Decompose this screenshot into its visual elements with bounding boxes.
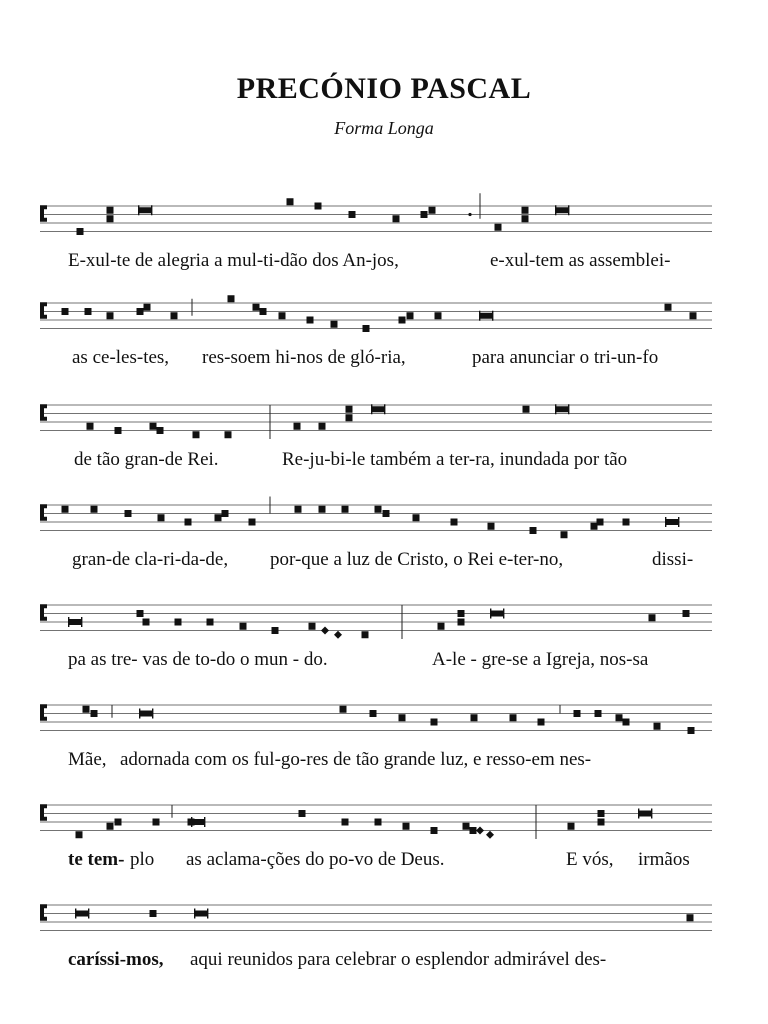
punctum-note [62, 308, 69, 315]
chant-system [0, 295, 768, 395]
punctum-note [363, 325, 370, 332]
punctum-note [107, 312, 114, 319]
punctum-note [150, 423, 157, 430]
chant-staff [0, 597, 768, 657]
punctum-note [383, 510, 390, 517]
punctum-note [375, 506, 382, 513]
punctum-note [688, 727, 695, 734]
punctum-note [175, 619, 182, 626]
chant-system [0, 597, 768, 697]
punctum-note [375, 819, 382, 826]
punctum-note [458, 619, 465, 626]
lyric-chunk: Mãe, [68, 749, 107, 770]
do-clef-icon [40, 704, 47, 721]
punctum-note [463, 823, 470, 830]
punctum-note [299, 810, 306, 817]
lyric-chunk: irmãos [638, 849, 690, 870]
punctum-note [342, 506, 349, 513]
punctum-note [115, 819, 122, 826]
reciting-note [371, 404, 385, 414]
punctum-note [616, 714, 623, 721]
reciting-note [490, 609, 504, 619]
punctum-note [91, 710, 98, 717]
lyric-line [0, 749, 768, 777]
lyric-line [0, 347, 768, 375]
punctum-note [215, 514, 222, 521]
punctum-note [125, 510, 132, 517]
punctum-note [649, 614, 656, 621]
punctum-note [349, 211, 356, 218]
punctum-note [595, 710, 602, 717]
punctum-note [495, 224, 502, 231]
lyric-chunk: adornada com os ful-go-res de tão grande luz, e resso-em nes- [120, 749, 592, 770]
punctum-note [654, 723, 661, 730]
do-clef-icon [40, 205, 47, 222]
punctum-note [362, 631, 369, 638]
do-clef-icon [40, 302, 47, 319]
punctum-note [435, 312, 442, 319]
punctum-note [294, 423, 301, 430]
punctum-note [157, 427, 164, 434]
lyric-chunk: as ce-les-tes, [72, 347, 170, 368]
do-clef-icon [40, 904, 47, 921]
lyric-chunk: gran-de cla-ri-da-de, [72, 549, 229, 570]
punctum-note [76, 831, 83, 838]
chant-system [0, 897, 768, 997]
punctum-note [144, 304, 151, 311]
reciting-note [194, 909, 208, 919]
lyric-line [0, 250, 768, 278]
punctum-note [523, 406, 530, 413]
punctum-note [510, 714, 517, 721]
punctum-note [470, 827, 477, 834]
punctum-note [598, 819, 605, 826]
lyric-chunk: as aclama-ções do po-vo de Deus. [186, 849, 445, 870]
punctum-note [429, 207, 436, 214]
punctum-note [421, 211, 428, 218]
reciting-note [555, 205, 569, 215]
punctum-note [399, 317, 406, 324]
lyric-chunk: dissi- [652, 549, 694, 570]
punctum-note [488, 523, 495, 530]
punctum-note [538, 719, 545, 726]
punctum-note [150, 910, 157, 917]
punctum-note [137, 610, 144, 617]
punctum-note [597, 519, 604, 526]
chant-staff [0, 897, 768, 957]
lyric-line [0, 649, 768, 677]
punctum-note [272, 627, 279, 634]
punctum-note [171, 312, 178, 319]
punctum-note [207, 619, 214, 626]
punctum-note [91, 506, 98, 513]
punctum-note [530, 527, 537, 534]
punctum-note [413, 514, 420, 521]
punctum-note [399, 714, 406, 721]
punctum-note [407, 312, 414, 319]
do-clef-icon [40, 504, 47, 521]
rhombus-note [334, 631, 342, 639]
punctum-note [342, 819, 349, 826]
punctum-note [403, 823, 410, 830]
reciting-note [479, 311, 493, 321]
rhombus-note [321, 627, 329, 635]
punctum-note [253, 304, 260, 311]
punctum-note [340, 706, 347, 713]
punctum-note [260, 308, 267, 315]
punctum-note [522, 207, 529, 214]
punctum-note [690, 312, 697, 319]
punctum-note [331, 321, 338, 328]
punctum-note [574, 710, 581, 717]
punctum-note [77, 228, 84, 235]
page-subtitle: Forma Longa [334, 118, 434, 138]
punctum-note [307, 317, 314, 324]
punctum-note [451, 519, 458, 526]
chant-system [0, 198, 768, 298]
lyric-chunk: res-soem hi-nos de gló-ria, [202, 347, 406, 368]
punctum-note [228, 295, 235, 302]
page-title: PRECÓNIO PASCAL [236, 72, 532, 105]
punctum-note [438, 623, 445, 630]
punctum-note [225, 431, 232, 438]
reciting-note [139, 709, 153, 719]
punctum-note [319, 506, 326, 513]
punctum-note [370, 710, 377, 717]
punctum-note [249, 519, 256, 526]
lyric-chunk: te tem- [68, 849, 125, 870]
punctum-note [62, 506, 69, 513]
punctum-note [309, 623, 316, 630]
punctum-note [153, 819, 160, 826]
punctum-note [561, 531, 568, 538]
lyric-line [0, 449, 768, 477]
punctum-note [591, 523, 598, 530]
punctum-note [185, 519, 192, 526]
punctum-note [393, 215, 400, 222]
punctum-note [295, 506, 302, 513]
punctum-note [522, 215, 529, 222]
reciting-note [555, 404, 569, 414]
reciting-note [138, 205, 152, 215]
lyric-chunk: plo [130, 849, 155, 870]
punctum-note [158, 514, 165, 521]
lyric-line [0, 549, 768, 577]
chant-staff [0, 397, 768, 457]
punctum-note [85, 308, 92, 315]
punctum-note [431, 827, 438, 834]
chant-system [0, 797, 768, 897]
punctum-note [687, 914, 694, 921]
lyric-chunk: caríssi-mos, [68, 949, 164, 970]
punctum-note [143, 619, 150, 626]
punctum-note [458, 610, 465, 617]
punctum-note [240, 623, 247, 630]
punctum-note [107, 823, 114, 830]
punctum-note [623, 519, 630, 526]
punctum-note [568, 823, 575, 830]
chant-system [0, 397, 768, 497]
punctum-note [346, 406, 353, 413]
lyric-chunk: E vós, [566, 849, 614, 870]
chant-system [0, 497, 768, 597]
reciting-note [75, 909, 89, 919]
punctum-note [115, 427, 122, 434]
punctum-note [683, 610, 690, 617]
punctum-note [665, 304, 672, 311]
punctum-note [279, 312, 286, 319]
do-clef-icon [40, 404, 47, 421]
lyric-line [0, 949, 768, 977]
punctum-note [287, 198, 294, 205]
punctum-note [598, 810, 605, 817]
punctum-note [222, 510, 229, 517]
reciting-note [638, 809, 652, 819]
punctum-note [137, 308, 144, 315]
punctum-note [107, 207, 114, 214]
punctum-note [623, 719, 630, 726]
punctum-note [431, 719, 438, 726]
chant-staff [0, 797, 768, 857]
punctum-note [107, 215, 114, 222]
mora-dot [468, 213, 471, 216]
lyric-chunk: e-xul-tem as assemblei- [490, 250, 671, 271]
chant-staff [0, 198, 768, 258]
lyric-chunk: E-xul-te de alegria a mul-ti-dão dos An-jos, [68, 250, 399, 271]
rhombus-note [486, 831, 494, 839]
do-clef-icon [40, 604, 47, 621]
reciting-note [665, 517, 679, 527]
lyric-chunk: aqui reunidos para celebrar o esplendor admirável des- [190, 949, 607, 970]
punctum-note [346, 414, 353, 421]
lyric-chunk: Re-ju-bi-le também a ter-ra, inundada por tão [282, 449, 628, 470]
chant-staff [0, 497, 768, 557]
lyric-chunk: pa as tre- vas de to-do o mun - do. [68, 649, 328, 670]
do-clef-icon [40, 804, 47, 821]
punctum-note [83, 706, 90, 713]
lyric-line [0, 849, 768, 877]
punctum-note [319, 423, 326, 430]
lyric-chunk: de tão gran-de Rei. [74, 449, 219, 470]
punctum-note [193, 431, 200, 438]
reciting-note [68, 617, 82, 627]
rhombus-note [476, 827, 484, 835]
punctum-note [315, 203, 322, 210]
punctum-note [87, 423, 94, 430]
lyric-chunk: A-le - gre-se a Igreja, nos-sa [432, 649, 649, 670]
punctum-note [471, 714, 478, 721]
chant-staff [0, 295, 768, 355]
chant-staff [0, 697, 768, 757]
chant-system [0, 697, 768, 797]
lyric-chunk: para anunciar o tri-un-fo [472, 347, 659, 368]
lyric-chunk: por-que a luz de Cristo, o Rei e-ter-no, [270, 549, 564, 570]
